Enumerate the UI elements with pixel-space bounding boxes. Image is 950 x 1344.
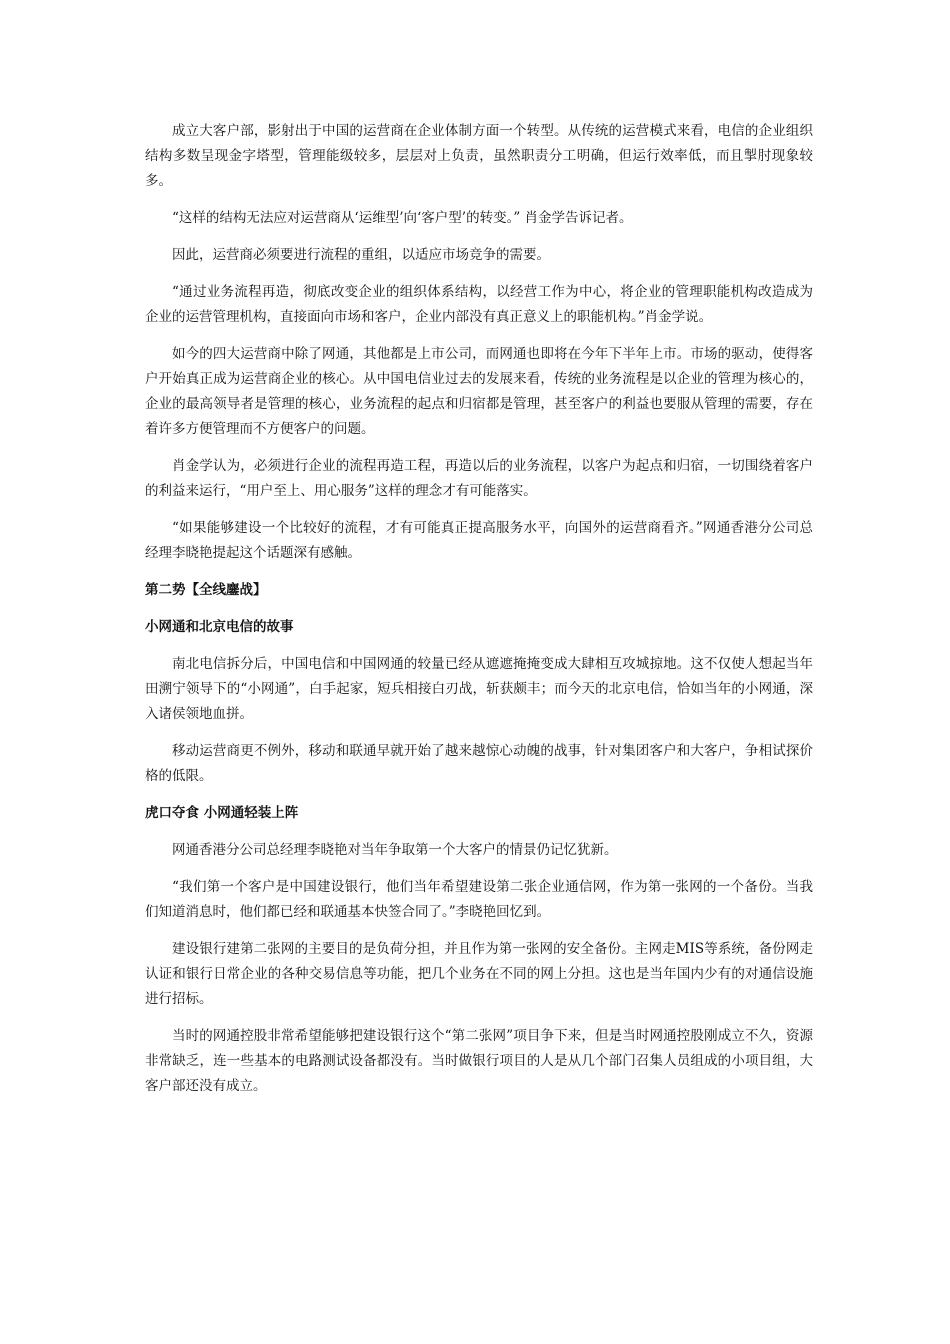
paragraph: 成立大客户部，影射出于中国的运营商在企业体制方面一个转型。从传统的运营模式来看，电信的企业组织结构多数呈现金字塔型，管理能级较多，层层对上负责，虽然职责分工明确，但运行效率低，而且掣肘现象较多。: [145, 123, 813, 189]
paragraph: 网通香港分公司总经理李晓艳对当年争取第一个大客户的情景仍记忆犹新。: [172, 842, 618, 858]
paragraph: 如今的四大运营商中除了网通，其他都是上市公司，而网通也即将在今年下半年上市。市场的驱动，使得客户开始真正成为运营商企业的核心。从中国电信业过去的发展来看，传统的业务流程是以企业的管理为核心的，企业的最高领导者是管理的核心，业务流程的起点和归宿都是管理，甚至客户的利益也要服从管理的需要，存在着许多方便管理而不方便客户的问题。: [145, 346, 813, 437]
section-heading: 第二势【全线鏖战】: [145, 582, 267, 598]
paragraph: 建设银行建第二张网的主要目的是负荷分担，并且作为第一张网的安全备份。主网走MIS等系统，备份网走认证和银行日常企业的各种交易信息等功能，把几个业务在不同的网上分担。这也是当年国内少有的对通信设施进行招标。: [145, 941, 813, 1007]
paragraph: “这样的结构无法应对运营商从‘运维型’向‘客户型’的转变。” 肖金学告诉记者。: [172, 210, 633, 226]
paragraph: “通过业务流程再造，彻底改变企业的组织体系结构，以经营工作为中心，将企业的管理职能机构改造成为企业的运营管理机构，直接面向市场和客户，企业内部没有真正意义上的职能机构。”肖金学说。: [145, 284, 813, 325]
paragraph: 移动运营商更不例外，移动和联通早就开始了越来越惊心动魄的战事，针对集团客户和大客户，争相试探价格的低限。: [145, 743, 813, 784]
article-body: [145, 119, 813, 1111]
subsection-heading: 小网通和北京电信的故事: [145, 619, 294, 635]
paragraph: 肖金学认为，必须进行企业的流程再造工程，再造以后的业务流程，以客户为起点和归宿，一切围绕着客户的利益来运行，“用户至上、用心服务”这样的理念才有可能落实。: [145, 458, 813, 499]
paragraph: 当时的网通控股非常希望能够把建设银行这个“第二张网”项目争下来，但是当时网通控股刚成立不久，资源非常缺乏，连一些基本的电路测试设备都没有。当时做银行项目的人是从几个部门召集人员组成的小项目组，大客户部还没有成立。: [145, 1028, 813, 1094]
paragraph: 南北电信拆分后，中国电信和中国网通的较量已经从遮遮掩掩变成大肆相互攻城掠地。这不仅使人想起当年田溯宁领导下的“小网通”，白手起家，短兵相接白刃战，斩获颇丰；而今天的北京电信，恰如当年的小网通，深入诸侯领地血拼。: [145, 656, 813, 722]
paragraph: “如果能够建设一个比较好的流程，才有可能真正提高服务水平，向国外的运营商看齐。”网通香港分公司总经理李晓艳提起这个话题深有感触。: [145, 520, 813, 561]
paragraph: “我们第一个客户是中国建设银行，他们当年希望建设第二张企业通信网，作为第一张网的一个备份。当我们知道消息时，他们都已经和联通基本快签合同了。”李晓艳回忆到。: [145, 879, 813, 920]
paragraph: 因此，运营商必须要进行流程的重组，以适应市场竞争的需要。: [172, 247, 550, 263]
subsection-heading: 虎口夺食 小网通轻装上阵: [145, 805, 299, 821]
